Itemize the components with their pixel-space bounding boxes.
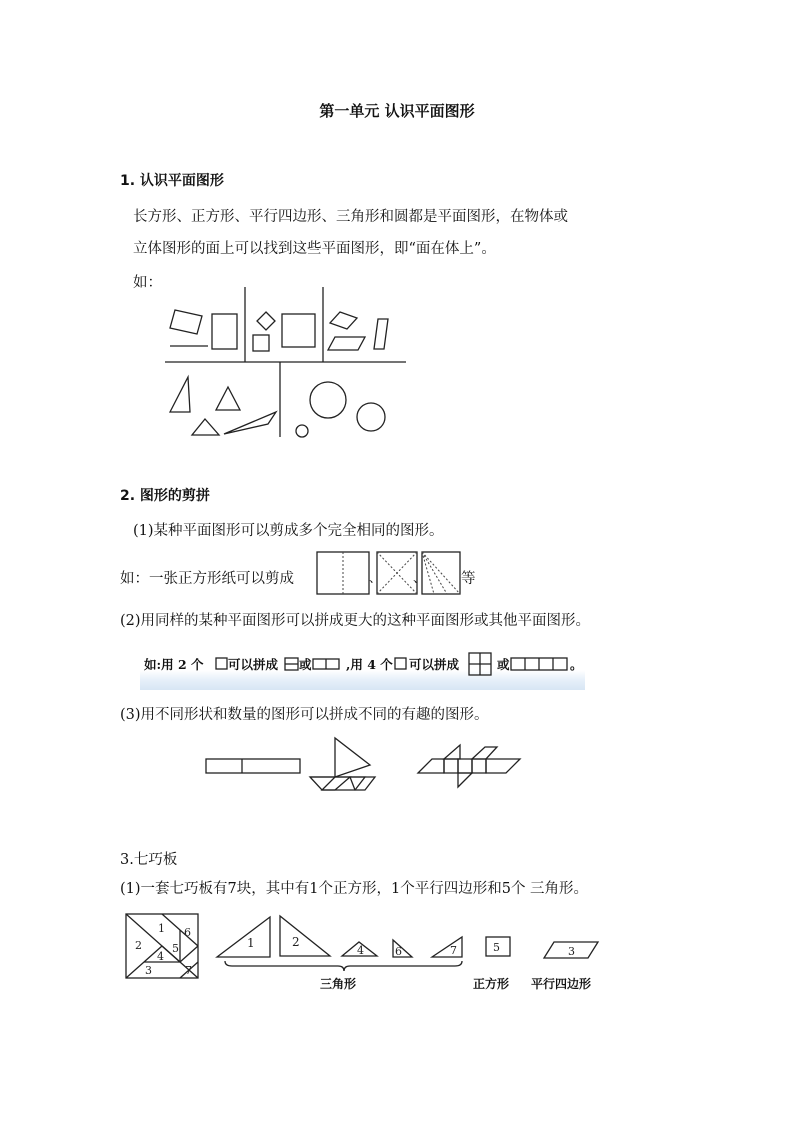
combine-shapes [140, 650, 585, 680]
combine-text-7: 。 [570, 657, 583, 672]
cut-square-figures [316, 551, 461, 595]
separator-1: 、 [369, 571, 382, 585]
section-2-point-3: (3)用不同形状和数量的图形可以拼成不同的有趣的图形。 [120, 707, 489, 723]
combine-text-1: 如:用 2 个 [144, 657, 204, 672]
combine-text-3: 或 [299, 657, 312, 672]
combine-text-6: 或 [497, 657, 510, 672]
plane-shapes-figure [160, 282, 410, 442]
section-2-heading: 2. 图形的剪拼 [120, 488, 210, 504]
interesting-shapes-figure [200, 735, 540, 800]
tangram-number-4: 4 [157, 950, 164, 963]
separator-2: 、 [413, 571, 426, 585]
svg-text:6: 6 [395, 945, 402, 958]
section-3-heading: 3.七巧板 [120, 852, 178, 868]
tangram-number-5: 5 [172, 942, 179, 955]
svg-text:5: 5 [493, 941, 500, 954]
triangles-label: 三角形 [320, 977, 357, 991]
tangram-square [126, 914, 198, 978]
tangram-number-1: 1 [158, 922, 165, 935]
tangram-number-7: 7 [185, 964, 192, 977]
svg-text:3: 3 [568, 945, 575, 958]
combine-text-5: 可以拼成 [409, 657, 460, 672]
svg-text:2: 2 [292, 935, 300, 949]
tangram-figure [120, 908, 600, 996]
cut-example-prefix: 如：一张正方形纸可以剪成 [120, 571, 294, 587]
svg-text:1: 1 [247, 936, 255, 950]
section-3-point-1: (1)一套七巧板有7块，其中有1个正方形，1个平行四边形和5个 三角形。 [120, 881, 589, 897]
section-1-line-2: 立体图形的面上可以找到这些平面图形，即“面在体上”。 [133, 241, 496, 257]
cut-example-suffix: 等 [461, 571, 476, 587]
page-title: 第一单元 认识平面图形 [319, 102, 475, 120]
tangram-number-6: 6 [184, 926, 191, 939]
svg-text:7: 7 [450, 944, 457, 957]
svg-text:4: 4 [357, 944, 364, 957]
tangram-number-2: 2 [135, 939, 142, 952]
section-2-point-1: (1)某种平面图形可以剪成多个完全相同的图形。 [133, 523, 444, 539]
combine-text-4: ,用 4 个 [346, 657, 393, 672]
triangle-piece-7 [432, 937, 462, 957]
combine-text-2: 可以拼成 [228, 657, 279, 672]
triangle-piece-1 [217, 917, 270, 957]
tangram-number-3: 3 [145, 964, 152, 977]
parallelogram-label: 平行四边形 [531, 977, 592, 991]
section-1-heading: 1. 认识平面图形 [120, 173, 224, 189]
section-2-point-2: (2)用同样的某种平面图形可以拼成更大的这种平面图形或其他平面图形。 [120, 613, 591, 629]
triangle-piece-2 [280, 916, 330, 956]
section-1-example-label: 如： [133, 275, 162, 291]
section-1-line-1: 长方形、正方形、平行四边形、三角形和圆都是平面图形，在物体或 [133, 209, 568, 225]
square-label: 正方形 [473, 977, 510, 991]
